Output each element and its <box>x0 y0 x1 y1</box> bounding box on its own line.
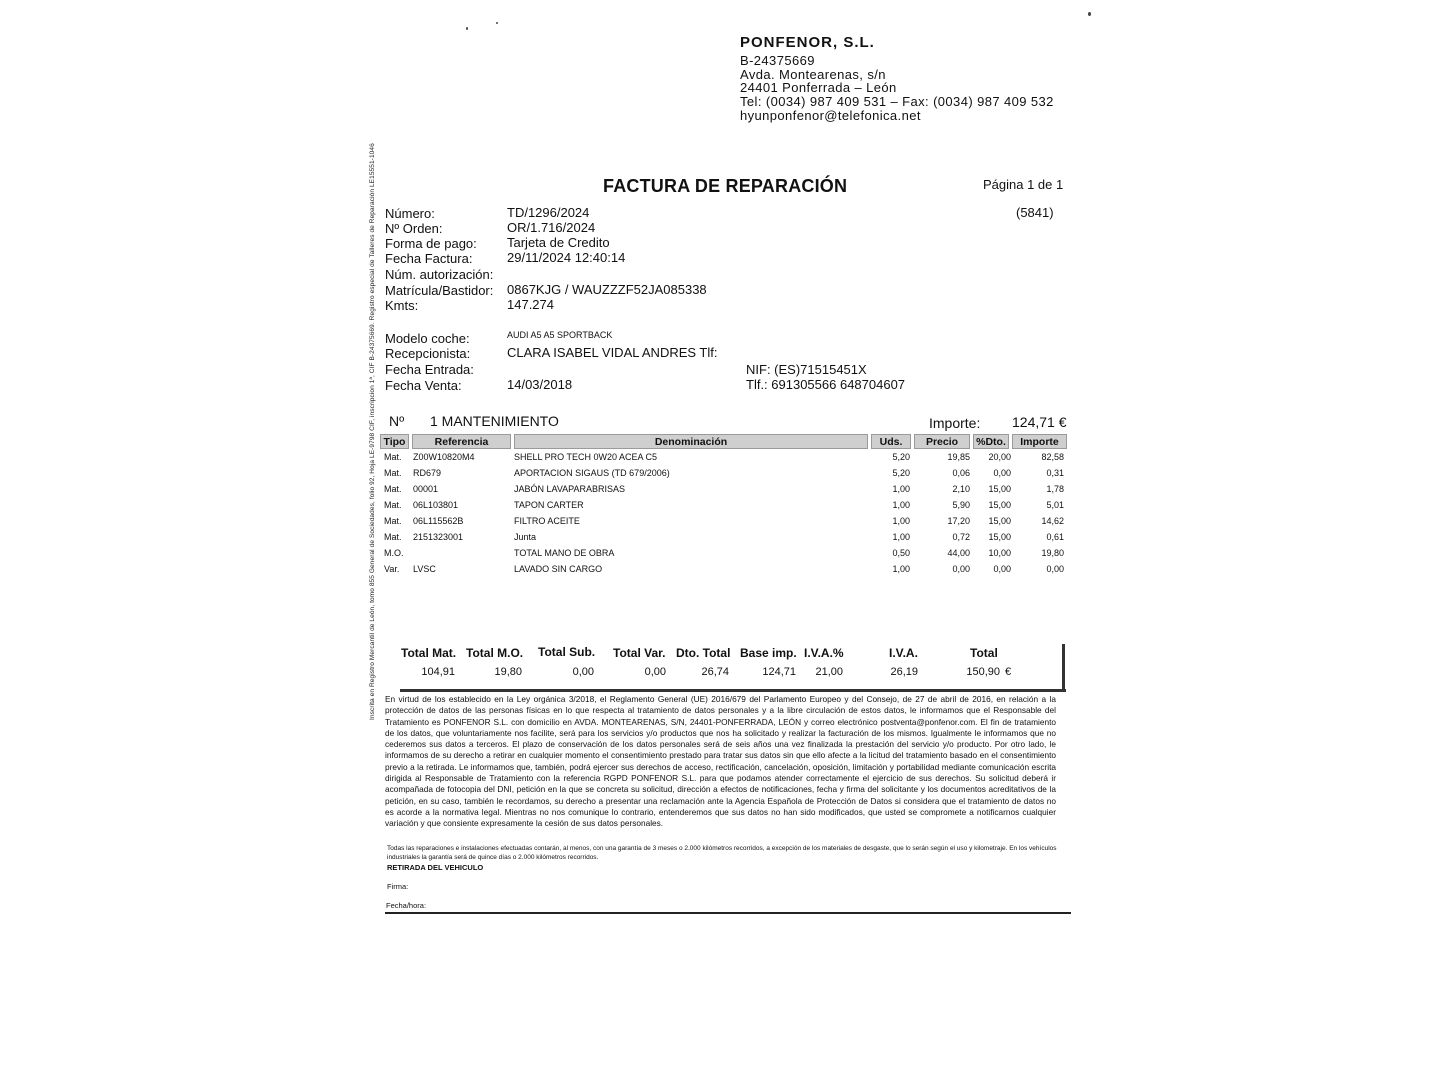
cell-importe: 14,62 <box>1041 516 1064 526</box>
table-row <box>384 532 1074 548</box>
cell-uds: 1,00 <box>892 532 910 542</box>
field-label-numero: Número: <box>385 206 435 221</box>
cell-tipo: Mat. <box>384 484 402 494</box>
total-header-mo: Total M.O. <box>466 646 524 660</box>
company-name: PONFENOR, S.L. <box>740 34 875 51</box>
cell-tipo: Mat. <box>384 516 402 526</box>
client-phone: Tlf.: 691305566 648704607 <box>746 377 906 392</box>
total-header-dto: Dto. Total <box>676 646 731 660</box>
legal-notice: En virtud de los establecido en la Ley orgánica 3/2018, el Reglamento General (UE) 2016/679 del Parlamento Europeo y del Consejo, de 27 de abril de 2016, en relación a la protección de datos de las personas físicas en lo que respecta al tratamiento de datos personales y a la libre circulación de estos datos, le informamos que el Responsable del Tratamiento es PONFENOR S.L. con domicilio en AVDA. MONTEARENAS, S/N, 24401-PONFERRADA, LEÓN y correo electrónico postventa@ponfenor.com. El fin de tratamiento de los datos, que voluntariamente nos facilite, será para los servicios y/o productos que nos ha solicitado y realizar la facturación de los mismos. Igualmente le informamos que no cederemos sus datos a terceros. El plazo de conservación de los datos personales será de seis años una vez finalizada la prestación del servicio y/o producto. Por otro lado, le informamos de su derecho a retirar en cualquier momento el consentimiento prestado para tratar sus datos sin que ello afecte a la licitud del tratamiento basado en el consentimiento previo a la retirada. Le informamos que, también, podrá ejercer sus derechos de acceso, rectificación, cancelación, oposición, limitación y portabilidad mediante comunicación escrita dirigida al Responsable de Tratamiento con la referencia RGPD PONFENOR S.L. para que podamos atender correctamente el ejercicio de sus derechos. Su solicitud deberá ir acompañada de fotocopia del DNI, petición en la que se concreta su solicitud, dirección a efectos de notificaciones, fecha y firma del solicitante y los documentos acreditativos de la petición, en su caso, también le recordamos, su derecho a presentar una reclamación ante la Agencia Española de Protección de Datos si considera que el tratamiento de datos no es acorde a la normativa legal. Mientras no nos comunique lo contrario, entenderemos que sus datos no han sido modificados, que usted se compromete a notificarnos cualquier variación y que consiente expresamente la cesión de sus datos personales. <box>385 694 1056 829</box>
header-denominacion: Denominación <box>514 434 868 449</box>
service-importe-value: 124,71 € <box>1012 414 1067 430</box>
table-row <box>384 564 1074 580</box>
cell-referencia: Z00W10820M4 <box>413 452 475 462</box>
cell-denominacion: TOTAL MANO DE OBRA <box>514 548 615 558</box>
field-value-forma-pago: Tarjeta de Credito <box>507 235 610 250</box>
warranty-notice: Todas las reparaciones e instalaciones efectuadas contarán, al menos, con una garantía de 3 meses o 2.000 kilómetros recorridos, a excepción de los materiales de desgaste, que lo serán según el uso y kilometraje. En los vehículos industriales la garantía será de quince días o 2.000 kilómetros recorridos. <box>387 845 1057 861</box>
field-label-recepcionista: Recepcionista: <box>385 346 471 361</box>
cell-precio: 0,06 <box>952 468 970 478</box>
cell-dto: 10,00 <box>988 548 1011 558</box>
cell-precio: 17,20 <box>947 516 970 526</box>
date-time-label: Fecha/hora: <box>386 901 427 910</box>
cell-referencia: 2151323001 <box>413 532 464 542</box>
cell-precio: 19,85 <box>947 452 970 462</box>
field-value-fecha-factura: 29/11/2024 12:40:14 <box>507 250 626 265</box>
page-indicator: Página 1 de 1 <box>983 177 1064 192</box>
field-label-forma-pago: Forma de pago: <box>385 236 477 251</box>
field-value-recepcionista: CLARA ISABEL VIDAL ANDRES Tlf: <box>507 345 718 360</box>
total-header-total: Total <box>970 646 998 660</box>
total-value-sub: 0,00 <box>572 666 594 678</box>
field-value-orden: OR/1.716/2024 <box>507 220 596 235</box>
total-value-var: 0,00 <box>644 666 666 678</box>
cell-uds: 1,00 <box>892 564 910 574</box>
signature-label: Firma: <box>387 882 409 891</box>
field-value-fecha-venta: 14/03/2018 <box>507 377 573 392</box>
cell-referencia: 06L103801 <box>413 500 459 510</box>
header-precio: Precio <box>914 434 970 449</box>
cell-uds: 1,00 <box>892 484 910 494</box>
total-header-iva: I.V.A. <box>889 646 918 660</box>
total-value-total: 150,90 <box>966 666 1000 678</box>
field-label-kmts: Kmts: <box>385 298 419 313</box>
field-value-modelo: AUDI A5 A5 SPORTBACK <box>507 330 613 340</box>
field-value-kmts: 147.274 <box>507 297 554 312</box>
cell-dto: 15,00 <box>988 516 1011 526</box>
cell-referencia: LVSC <box>413 564 436 574</box>
scan-speck <box>466 27 468 30</box>
cell-tipo: Mat. <box>384 532 402 542</box>
field-label-modelo: Modelo coche: <box>385 331 470 346</box>
cell-denominacion: LAVADO SIN CARGO <box>514 564 603 574</box>
cell-importe: 0,00 <box>1046 564 1064 574</box>
total-header-var: Total Var. <box>613 646 666 660</box>
total-currency: € <box>1005 666 1012 678</box>
cell-uds: 5,20 <box>892 452 910 462</box>
registry-side-text: Inscrita en Registro Mercantil de León, tomo 855 General de Sociedades, folio 92, Hoja LE-9798 CIF, inscripcion 1ª, CIF B-24375669. Registro especial de Talleres de Reparación LE15551-1046 <box>369 143 376 720</box>
total-header-iva-pct: I.V.A.% <box>804 646 844 660</box>
cell-uds: 5,20 <box>892 468 910 478</box>
client-code: (5841) <box>1016 205 1054 220</box>
service-importe-label: Importe: <box>929 415 981 431</box>
cell-uds: 1,00 <box>892 516 910 526</box>
cell-denominacion: FILTRO ACEITE <box>514 516 580 526</box>
total-value-mat: 104,91 <box>421 666 455 678</box>
scan-speck <box>496 22 498 24</box>
service-name: 1 MANTENIMIENTO <box>430 413 559 429</box>
header-importe: Importe <box>1012 434 1067 449</box>
cell-tipo: M.O. <box>384 548 404 558</box>
vehicle-pickup-label: RETIRADA DEL VEHICULO <box>387 863 484 872</box>
cell-referencia: RD679 <box>413 468 442 478</box>
cell-precio: 44,00 <box>947 548 970 558</box>
table-row <box>384 500 1074 516</box>
cell-uds: 1,00 <box>892 500 910 510</box>
cell-denominacion: APORTACION SIGAUS (TD 679/2006) <box>514 468 670 478</box>
company-city: 24401 Ponferrada – León <box>740 80 897 96</box>
total-value-base: 124,71 <box>762 666 796 678</box>
service-number-label: Nº <box>389 413 405 429</box>
cell-precio: 0,72 <box>952 532 970 542</box>
total-header-base: Base imp. <box>740 646 797 660</box>
field-label-fecha-factura: Fecha Factura: <box>385 251 473 266</box>
cell-importe: 5,01 <box>1046 500 1064 510</box>
cell-denominacion: SHELL PRO TECH 0W20 ACEA C5 <box>514 452 658 462</box>
cell-dto: 15,00 <box>988 532 1011 542</box>
header-tipo: Tipo <box>380 434 409 449</box>
cell-dto: 20,00 <box>988 452 1011 462</box>
company-header <box>740 36 1054 123</box>
cell-dto: 15,00 <box>988 500 1011 510</box>
table-row <box>384 468 1074 484</box>
table-row <box>384 548 1074 564</box>
cell-tipo: Mat. <box>384 452 402 462</box>
table-row <box>384 484 1074 500</box>
scan-speck <box>1088 12 1091 16</box>
table-row <box>384 516 1074 532</box>
company-phone: Tel: (0034) 987 409 531 – Fax: (0034) 987 409 532 <box>740 94 1054 110</box>
header-uds: Uds. <box>871 434 911 449</box>
total-value-mo: 19,80 <box>494 666 522 678</box>
invoice-title: FACTURA DE REPARACIÓN <box>603 176 848 196</box>
cell-uds: 0,50 <box>892 548 910 558</box>
table-row <box>384 452 1074 468</box>
cell-precio: 5,90 <box>952 500 970 510</box>
cell-dto: 0,00 <box>993 564 1011 574</box>
total-value-iva: 26,19 <box>890 666 918 678</box>
cell-dto: 15,00 <box>988 484 1011 494</box>
field-label-autorizacion: Núm. autorización: <box>385 267 494 282</box>
cell-denominacion: Junta <box>514 532 537 542</box>
field-label-orden: Nº Orden: <box>385 221 443 236</box>
cell-dto: 0,00 <box>993 468 1011 478</box>
cell-importe: 1,78 <box>1046 484 1064 494</box>
field-label-fecha-venta: Fecha Venta: <box>385 378 462 393</box>
field-value-matricula: 0867KJG / WAUZZZF52JA085338 <box>507 282 707 297</box>
total-value-iva-pct: 21,00 <box>815 666 843 678</box>
cell-denominacion: TAPON CARTER <box>514 500 584 510</box>
header-dto: %Dto. <box>973 434 1009 449</box>
cell-denominacion: JABÓN LAVAPARABRISAS <box>514 484 626 494</box>
cell-importe: 19,80 <box>1041 548 1064 558</box>
cell-importe: 0,31 <box>1046 468 1064 478</box>
cell-referencia: 06L115562B <box>413 516 464 526</box>
totals-border-right <box>1062 644 1065 690</box>
cell-tipo: Var. <box>384 564 400 574</box>
header-referencia: Referencia <box>412 434 511 449</box>
company-cif: B-24375669 <box>740 52 815 68</box>
cell-referencia: 00001 <box>413 484 439 494</box>
client-nif: NIF: (ES)71515451X <box>746 362 867 377</box>
cell-importe: 82,58 <box>1041 452 1064 462</box>
field-label-matricula: Matrícula/Bastidor: <box>385 283 494 298</box>
cell-tipo: Mat. <box>384 500 402 510</box>
total-header-mat: Total Mat. <box>401 646 457 660</box>
cell-precio: 0,00 <box>952 564 970 574</box>
cell-tipo: Mat. <box>384 468 402 478</box>
field-value-numero: TD/1296/2024 <box>507 205 590 220</box>
cell-precio: 2,10 <box>952 484 970 494</box>
total-value-dto: 26,74 <box>701 666 729 678</box>
company-email: hyunponfenor@telefonica.net <box>740 107 921 123</box>
company-address: Avda. Montearenas, s/n <box>740 66 886 82</box>
cell-importe: 0,61 <box>1046 532 1064 542</box>
totals-border-bottom <box>400 689 1066 692</box>
signature-line <box>385 912 1071 914</box>
total-header-sub: Total Sub. <box>538 645 596 659</box>
field-label-fecha-entrada: Fecha Entrada: <box>385 362 474 377</box>
